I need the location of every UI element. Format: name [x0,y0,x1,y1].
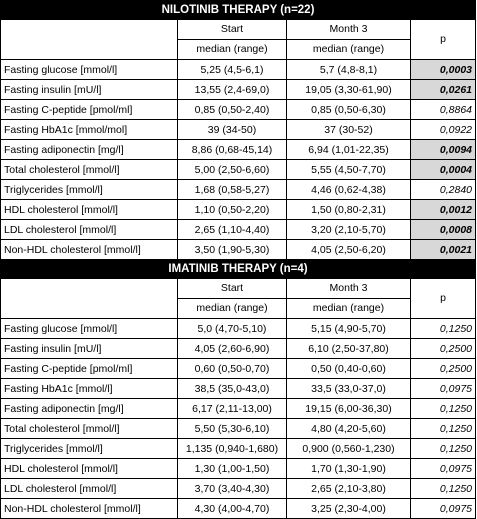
start-value: 3,50 (1,90-5,30) [178,240,287,260]
header-blank-cell [1,279,178,319]
month3-value: 19,05 (3,30-61,90) [287,80,411,100]
start-value: 2,65 (1,10-4,40) [178,220,287,240]
p-value: 0,0975 [411,499,476,519]
section-title: IMATINIB THERAPY (n=4) [1,260,476,279]
month3-value: 0,85 (0,50-6,30) [287,100,411,120]
row-label: Total cholesterol [mmol/l] [1,160,178,180]
row-label: Fasting HbA1c [mmol/mol] [1,120,178,140]
p-value-significant: 0,0004 [411,160,476,180]
header-start-sub: median (range) [178,299,287,319]
month3-value: 6,94 (1,01-22,35) [287,140,411,160]
row-label: Total cholesterol [mmol/l] [1,419,178,439]
month3-value: 0,50 (0,40-0,60) [287,359,411,379]
month3-value: 5,15 (4,90-5,70) [287,319,411,339]
p-value: 0,8864 [411,100,476,120]
table-row [1,160,476,180]
month3-value: 0,900 (0,560-1,230) [287,439,411,459]
p-value: 0,0975 [411,379,476,399]
p-value: 0,1250 [411,439,476,459]
header-month3-sub: median (range) [287,40,411,60]
start-value: 0,85 (0,50-2,40) [178,100,287,120]
table-row [1,459,476,479]
start-value: 5,0 (4,70-5,10) [178,319,287,339]
p-value-significant: 0,0094 [411,140,476,160]
p-value-significant: 0,0008 [411,220,476,240]
row-label: HDL cholesterol [mmol/l] [1,459,178,479]
row-label: Non-HDL cholesterol [mmol/l] [1,240,178,260]
row-label: Fasting C-peptide [pmol/ml] [1,100,178,120]
start-value: 6,17 (2,11-13,00) [178,399,287,419]
header-month3: Month 3 [287,20,411,40]
row-label: LDL cholesterol [mmol/l] [1,479,178,499]
header-blank-cell [1,20,178,60]
month3-value: 6,10 (2,50-37,80) [287,339,411,359]
table-row [1,439,476,459]
row-label: Triglycerides [mmol/l] [1,180,178,200]
section-title-row [1,1,476,20]
month3-value: 3,25 (2,30-4,00) [287,499,411,519]
header-start-sub: median (range) [178,40,287,60]
p-value-significant: 0,0003 [411,60,476,80]
start-value: 39 (34-50) [178,120,287,140]
table-row [1,399,476,419]
table-row [1,180,476,200]
table-row [1,479,476,499]
p-value: 0,2500 [411,359,476,379]
table-row [1,379,476,399]
row-label: Fasting adiponectin [mg/l] [1,140,178,160]
start-value: 1,68 (0,58-5,27) [178,180,287,200]
month3-value: 4,05 (2,50-6,20) [287,240,411,260]
row-label: Fasting HbA1c [mmol/l] [1,379,178,399]
month3-value: 4,80 (4,20-5,60) [287,419,411,439]
start-value: 8,86 (0,68-45,14) [178,140,287,160]
row-label: Fasting insulin [mU/l] [1,339,178,359]
p-value: 0,2840 [411,180,476,200]
start-value: 0,60 (0,50-0,70) [178,359,287,379]
table-row [1,319,476,339]
row-label: Triglycerides [mmol/l] [1,439,178,459]
month3-value: 2,65 (2,10-3,80) [287,479,411,499]
row-label: Fasting adiponectin [mg/l] [1,399,178,419]
row-label: Fasting C-peptide [pmol/ml] [1,359,178,379]
table-row [1,60,476,80]
table-row [1,240,476,260]
start-value: 5,50 (5,30-6,10) [178,419,287,439]
row-label: LDL cholesterol [mmol/l] [1,220,178,240]
table-row [1,200,476,220]
header-start: Start [178,20,287,40]
month3-value: 37 (30-52) [287,120,411,140]
start-value: 1,30 (1,00-1,50) [178,459,287,479]
table-row [1,140,476,160]
table-row [1,499,476,519]
header-start: Start [178,279,287,299]
p-value: 0,1250 [411,319,476,339]
month3-value: 4,46 (0,62-4,38) [287,180,411,200]
month3-value: 1,70 (1,30-1,90) [287,459,411,479]
p-value: 0,0922 [411,120,476,140]
p-value-significant: 0,0021 [411,240,476,260]
start-value: 5,00 (2,50-6,60) [178,160,287,180]
month3-value: 19,15 (6,00-36,30) [287,399,411,419]
header-p: p [411,20,476,60]
start-value: 13,55 (2,4-69,0) [178,80,287,100]
month3-value: 5,7 (4,8-8,1) [287,60,411,80]
month3-value: 3,20 (2,10-5,70) [287,220,411,240]
start-value: 4,30 (4,00-4,70) [178,499,287,519]
month3-value: 1,50 (0,80-2,31) [287,200,411,220]
header-month3: Month 3 [287,279,411,299]
column-header-row [1,20,476,40]
start-value: 1,135 (0,940-1,680) [178,439,287,459]
start-value: 5,25 (4,5-6,1) [178,60,287,80]
section-title-row [1,260,476,279]
p-value: 0,0975 [411,459,476,479]
header-month3-sub: median (range) [287,299,411,319]
table-row [1,339,476,359]
month3-value: 33,5 (33,0-37,0) [287,379,411,399]
section-title: NILOTINIB THERAPY (n=22) [1,1,476,20]
table-body [1,1,476,519]
start-value: 3,70 (3,40-4,30) [178,479,287,499]
table-row [1,359,476,379]
row-label: HDL cholesterol [mmol/l] [1,200,178,220]
p-value-significant: 0,0261 [411,80,476,100]
row-label: Fasting glucose [mmol/l] [1,60,178,80]
table-row [1,100,476,120]
start-value: 4,05 (2,60-6,90) [178,339,287,359]
row-label: Fasting insulin [mU/l] [1,80,178,100]
row-label: Fasting glucose [mmol/l] [1,319,178,339]
table-row [1,120,476,140]
p-value: 0,1250 [411,399,476,419]
p-value: 0,2500 [411,339,476,359]
table-row [1,80,476,100]
header-p: p [411,279,476,319]
start-value: 38,5 (35,0-43,0) [178,379,287,399]
p-value-significant: 0,0012 [411,200,476,220]
column-header-row [1,279,476,299]
month3-value: 5,55 (4,50-7,70) [287,160,411,180]
start-value: 1,10 (0,50-2,20) [178,200,287,220]
p-value: 0,1250 [411,479,476,499]
p-value: 0,1250 [411,419,476,439]
table-row [1,419,476,439]
table-row [1,220,476,240]
row-label: Non-HDL cholesterol [mmol/l] [1,499,178,519]
